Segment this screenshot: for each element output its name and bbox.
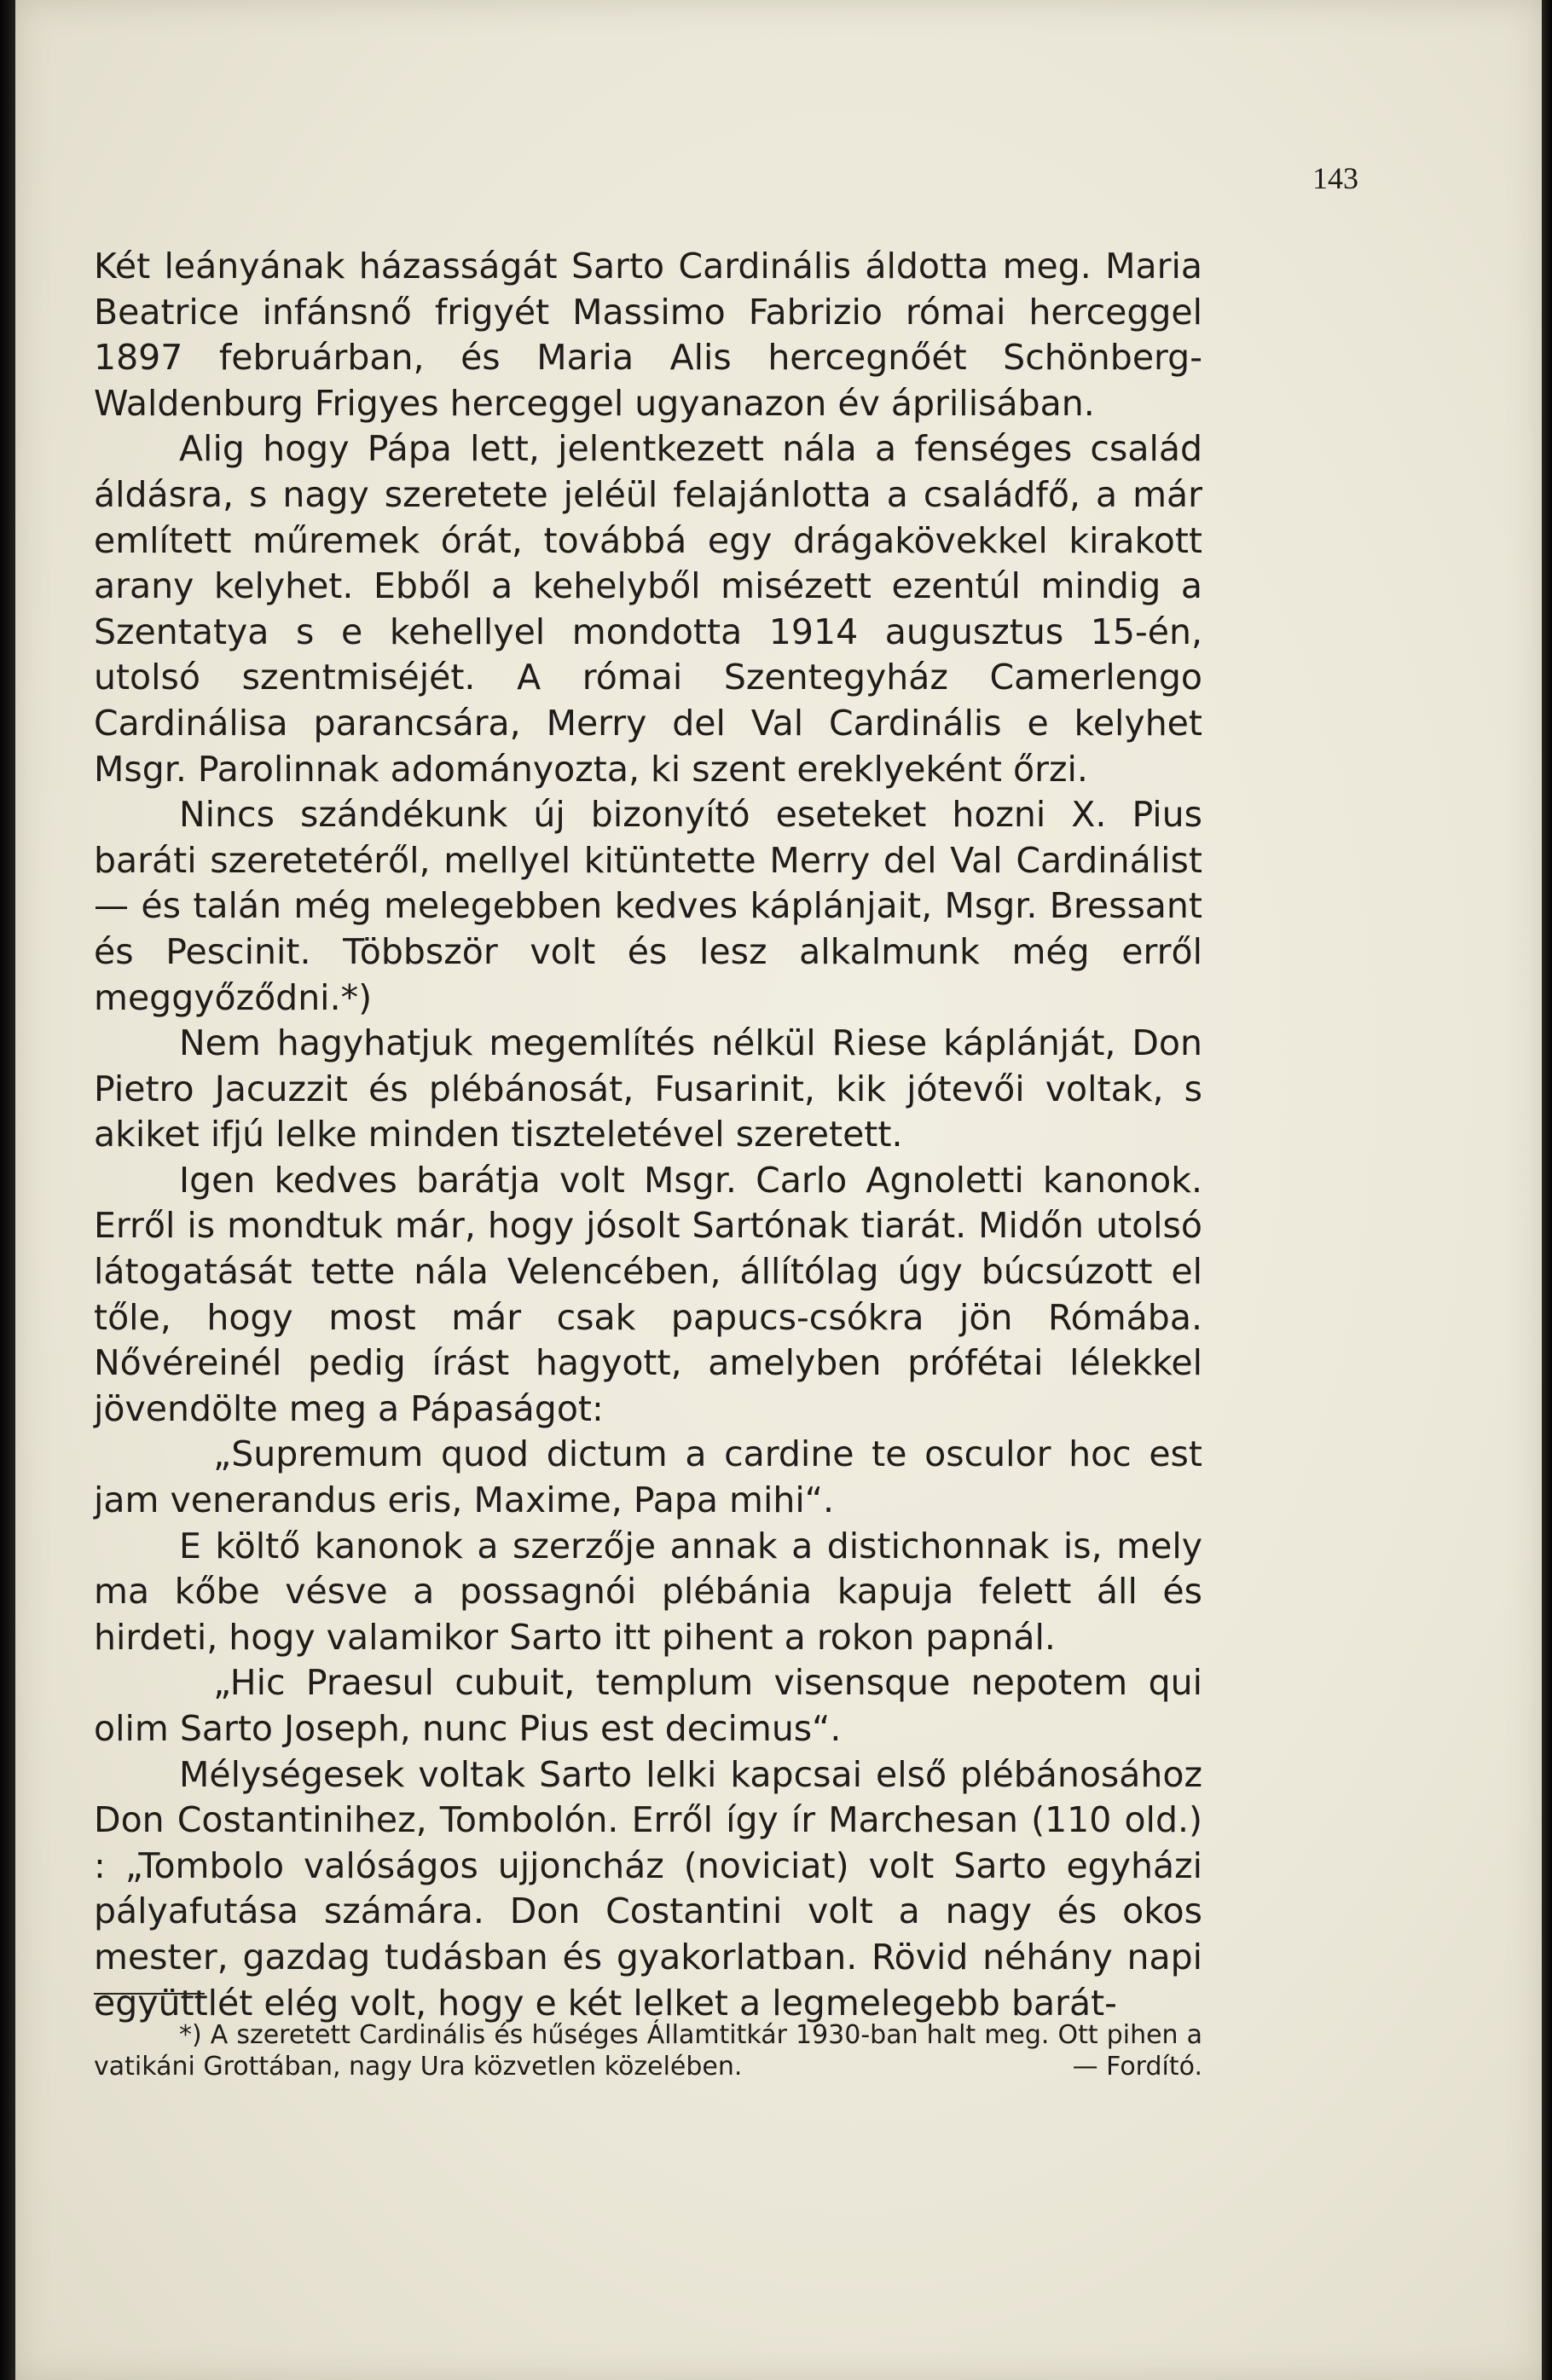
scan-right-edge — [1540, 0, 1552, 2380]
footnote-signature: — Fordító. — [1072, 2052, 1202, 2082]
latin-quote-2: „Hic Praesul cubuit, templum visensque nepotem qui olim Sarto Joseph, nunc Pius est decimus“. — [94, 1662, 1202, 1749]
paragraph-2: Alig hogy Pápa lett, jelentkezett nála a fenséges család áldásra, s nagy szeretete jeléül felajánlotta a családfő, a már említett műremek órát, továbbá egy drágakövekkel kirakott arany kelyhet. Ebből a kehelyből misézett ezentúl mindig a Szentatya s e kehellyel mondotta 1914 augusztus 15-én, utolsó szentmiséjét. A római Szentegyház Camerlengo Cardinálisa parancsára, Merry del Val Cardinális e kelyhet Msgr. Parolinnak adományozta, ki szent ereklyeként őrzi. — [94, 428, 1202, 790]
page-number: 143 — [1312, 161, 1358, 195]
latin-quote-1: „Supremum quod dictum a cardine te osculor hoc est jam venerandus eris, Maxime, Papa mihi“. — [94, 1433, 1202, 1521]
paragraph-1: Két leányának házasságát Sarto Cardinális áldotta meg. Maria Beatrice infánsnő frigyét Massimo Fabrizio római herceggel 1897 februárban, és Maria Alis hercegnőét Schönberg-Waldenburg Frigyes herceggel ugyanazon év áprilisában. — [94, 246, 1202, 424]
paragraph-7: Mélységesek voltak Sarto lelki kapcsai első plébánosához Don Costantinihez, Tombolón. Erről így ír Marchesan (110 old.) : „Tombolo valóságos ujjoncház (noviciat) volt Sarto egyházi pályafutása számára. Don Costantini volt a nagy és okos mester, gazdag tudásban és gyakorlatban. Rövid néhány napi együttlét elég volt, hogy e két lelket a legmelegebb barát- — [94, 1753, 1202, 2024]
paragraph-4: Nem hagyhatjuk megemlítés nélkül Riese káplánját, Don Pietro Jacuzzit és plébánosát, Fusarinit, kik jótevői voltak, s akiket ifjú lelke minden tiszteletével szeretett. — [94, 1022, 1202, 1155]
paragraph-6: E költő kanonok a szerzője annak a distichonnak is, mely ma kőbe vésve a possagnói plébánia kapuja felett áll és hirdeti, hogy valamikor Sarto itt pihent a rokon papnál. — [94, 1525, 1202, 1658]
footnote-divider — [94, 1993, 205, 1995]
paragraph-3: Nincs szándékunk új bizonyító eseteket hozni X. Pius baráti szeretetéről, mellyel kitüntette Merry del Val Cardinálist — és talán még melegebben kedves káplánjait, Msgr. Bressant és Pescinit. Többször volt és lesz alkalmunk még erről meggyőződni.*) — [94, 794, 1202, 1018]
body-text — [94, 244, 1202, 2026]
paragraph-5: Igen kedves barátja volt Msgr. Carlo Agnoletti kanonok. Erről is mondtuk már, hogy jósolt Sartónak tiarát. Midőn utolsó látogatását tette nála Velencében, állítólag úgy búcsúzott el tőle, hogy most már csak papucs-csókra jön Rómába. Nővéreinél pedig írást hagyott, amelyben prófétai lélekkel jövendölte meg a Pápaságot: — [94, 1159, 1202, 1429]
footnote — [94, 2019, 1202, 2082]
footnote-text: *) A szeretett Cardinális és hűséges Államtitkár 1930-ban halt meg. Ott pihen a vatikáni Grottában, nagy Ura közvetlen közelében. — [94, 2020, 1202, 2082]
book-page — [15, 0, 1542, 2380]
